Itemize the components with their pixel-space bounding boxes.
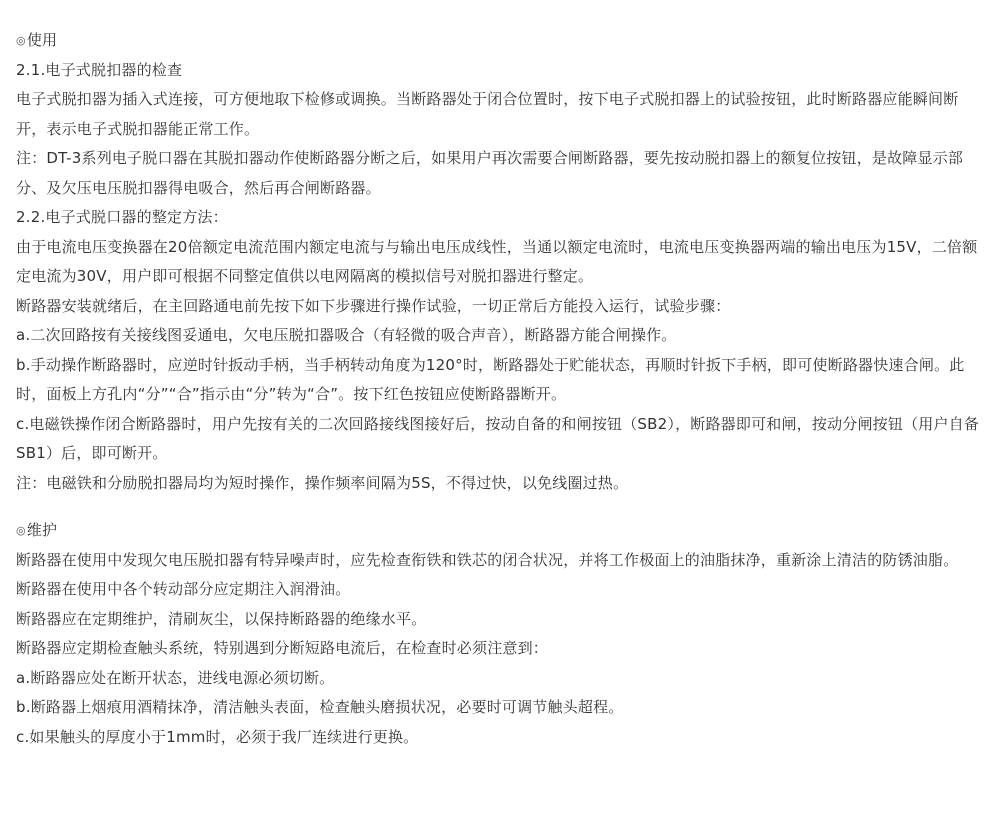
note-dt3-reset: 注：DT-3系列电子脱口器在其脱扣器动作使断路器分断之后，如果用户再次需要合闸断路器，要先按动脱扣器上的额复位按钮，是故障显示部分、及欠压电压脱扣器得电吸合，然后再合闸断路器。: [16, 149, 964, 197]
section-divider-space: [16, 498, 988, 516]
step-c: c.电磁铁操作闭合断路器时，用户先按有关的二次回路接线图接好后，按动自备的和闸按钮（SB2），断路器即可和闸，按动分闸按钮（用户自备SB1）后，即可断开。: [16, 414, 980, 462]
step-a: a.二次回路按有关接线图妥通电，欠电压脱扣器吸合（有轻微的吸合声音），断路器方能合闸操作。: [16, 326, 677, 344]
document-body: [16, 26, 988, 752]
maintenance-paragraph-cleaning: 断路器应在定期维护，清刷灰尘，以保持断路器的绝缘水平。: [16, 609, 427, 628]
subsection-2-1-title: 2.1.电子式脱扣器的检查: [16, 60, 183, 79]
bullet-circle-icon: ◎: [16, 524, 26, 537]
step-b: b.手动操作断路器时，应逆时针扳动手柄，当手柄转动角度为120°时，断路器处于贮能状态，再顺时针扳下手柄，即可使断路器快速合闸。此时，面板上方孔内“分”“合”指示由“分”转为“合”。按下红色按钮应使断路器断开。: [16, 355, 965, 403]
maintenance-item-c: c.如果触头的厚度小于1mm时，必须于我厂连续进行更换。: [16, 727, 419, 746]
section-usage-heading: [16, 26, 988, 56]
maintenance-paragraph-contacts: 断路器应定期检查触头系统，特别遇到分断短路电流后，在检查时必须注意到：: [16, 639, 549, 657]
section-usage-title: 使用: [26, 31, 58, 49]
paragraph-setting-method: 由于电流电压变换器在20倍额定电流范围内额定电流与与输出电压成线性，当通以额定电流时，电流电压变换器两端的输出电压为15V，二倍额定电流为30V，用户即可根据不同整定值供以电网隔离的模拟信号对脱扣器进行整定。: [16, 237, 978, 285]
maintenance-paragraph-lubrication: 断路器在使用中各个转动部分应定期注入润滑油。: [16, 580, 351, 598]
note-electromagnet: 注：电磁铁和分励脱扣器局均为短时操作，操作频率间隔为5S，不得过快，以免线圈过热。: [16, 473, 629, 492]
section-maintenance-heading: [16, 516, 988, 546]
subsection-2-2-title: 2.2.电子式脱口器的整定方法：: [16, 208, 228, 226]
section-maintenance-title: 维护: [26, 521, 58, 539]
maintenance-paragraph-noise: 断路器在使用中发现欠电压脱扣器有特异噪声时，应先检查衔铁和铁芯的闭合状况，并将工作极面上的油脂抹净，重新涂上清洁的防锈油脂。: [16, 550, 959, 569]
maintenance-item-a: a.断路器应处在断开状态，进线电源必须切断。: [16, 668, 335, 687]
bullet-circle-icon: ◎: [16, 34, 26, 47]
paragraph-test-procedure-intro: 断路器安装就绪后，在主回路通电前先按下如下步骤进行操作试验，一切正常后方能投入运行，试验步骤：: [16, 296, 731, 315]
paragraph-trip-unit-check: 电子式脱扣器为插入式连接，可方便地取下检修或调换。当断路器处于闭合位置时，按下电子式脱扣器上的试验按钮，此时断路器应能瞬间断开，表示电子式脱扣器能正常工作。: [16, 90, 959, 138]
maintenance-item-b: b.断路器上烟痕用酒精抹净，清洁触头表面，检查触头磨损状况，必要时可调节触头超程。: [16, 698, 624, 716]
